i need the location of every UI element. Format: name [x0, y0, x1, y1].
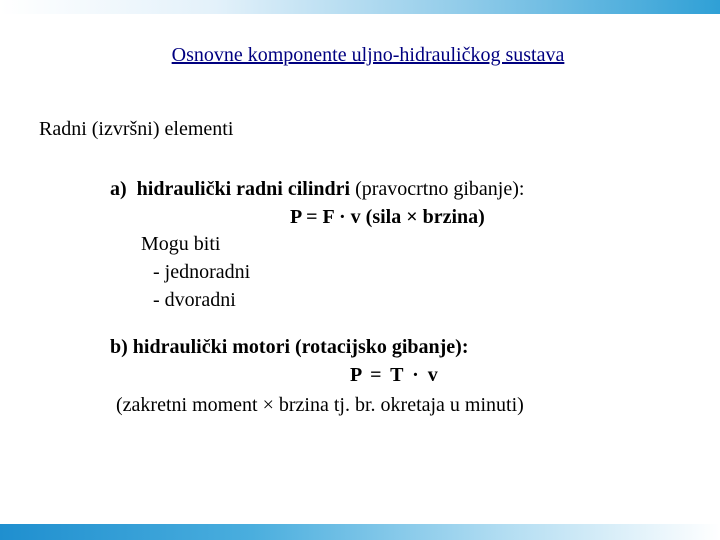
bottom-decorative-bar: [0, 524, 720, 540]
item-b-formula: P = T · v: [350, 364, 440, 386]
item-a-formula: P = F · v (sila × brzina): [290, 206, 485, 228]
top-decorative-bar: [0, 0, 720, 14]
section-heading: Radni (izvršni) elementi: [39, 118, 234, 140]
item-a-option: - jednoradni: [153, 261, 251, 283]
item-a-term: hidraulički radni cilindri: [136, 178, 351, 200]
item-a-line: [110, 178, 524, 201]
item-a-marker: a): [110, 178, 127, 200]
slide-title: Osnovne komponente uljno-hidrauličkog sustava: [171, 44, 565, 66]
item-b-note: (zakretni moment × brzina tj. br. okretaja u minuti): [116, 394, 524, 416]
item-a-option: - dvoradni: [153, 289, 236, 311]
item-b-heading: b) hidraulički motori (rotacijsko gibanje):: [110, 336, 469, 358]
item-a-intro: Mogu biti: [141, 233, 221, 255]
item-a-description: (pravocrtno gibanje):: [355, 178, 525, 200]
